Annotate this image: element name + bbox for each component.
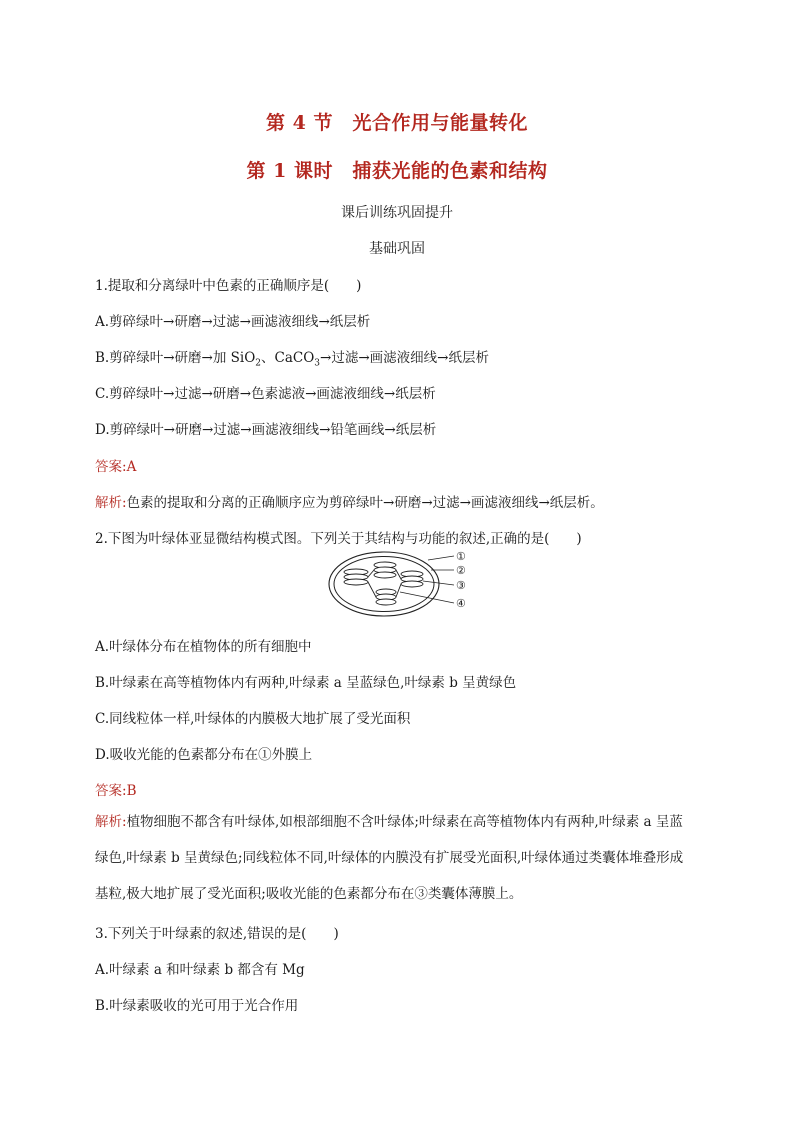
q2-analysis-label: 解析: <box>95 814 127 830</box>
q2-analysis <box>95 804 695 912</box>
q1-option-d: D.剪碎绿叶→研磨→过滤→画滤液细线→铅笔画线→纸层析 <box>95 422 437 438</box>
lesson-title: 第 1 课时 捕获光能的色素和结构 <box>246 160 548 182</box>
q2-option-d: D.吸收光能的色素都分布在①外膜上 <box>95 747 313 763</box>
granum-disc <box>401 581 423 587</box>
q1-stem: 1.提取和分离绿叶中色素的正确顺序是( ) <box>95 278 362 294</box>
q3-option-b: B.叶绿素吸收的光可用于光合作用 <box>95 998 299 1014</box>
q3-stem: 3.下列关于叶绿素的叙述,错误的是( ) <box>95 926 339 942</box>
label-3: ③ <box>456 579 466 592</box>
q1-option-a: A.剪碎绿叶→研磨→过滤→画滤液细线→纸层析 <box>95 314 371 330</box>
q1-analysis-text: 色素的提取和分离的正确顺序应为剪碎绿叶→研磨→过滤→画滤液细线→纸层析。 <box>126 495 604 511</box>
q2-analysis-text: 植物细胞不都含有叶绿体,如根部细胞不含叶绿体;叶绿素在高等植物体内有两种,叶绿素 a 呈蓝绿色,叶绿素 b 呈黄绿色;同线粒体不同,叶绿体的内膜没有扩展受光面积,叶绿体通过类囊体堆叠形成基粒,极大地扩展了受光面积;吸收光能的色素都分布在③类囊体薄膜上。 <box>95 814 684 902</box>
q2-answer <box>95 779 136 799</box>
section-title: 第 4 节 光合作用与能量转化 <box>266 112 528 134</box>
q1-answer <box>95 455 136 475</box>
q1-analysis <box>95 491 604 511</box>
q1-option-b <box>95 346 489 369</box>
q2-option-b: B.叶绿素在高等植物体内有两种,叶绿素 a 呈蓝绿色,叶绿素 b 呈黄绿色 <box>95 675 517 691</box>
q1-option-b-sub2: 3 <box>314 358 321 369</box>
q1-option-b-part1: B.剪碎绿叶→研磨→加 SiO <box>95 350 256 366</box>
grana <box>344 562 423 605</box>
label-4: ④ <box>456 597 466 610</box>
q1-analysis-label: 解析: <box>95 495 127 511</box>
q2-answer-value: B <box>126 783 137 799</box>
q1-option-b-part3: →过滤→画滤液细线→纸层析 <box>320 350 489 366</box>
q1-answer-value: A <box>126 459 137 475</box>
label-1: ① <box>456 550 466 563</box>
subtitle: 课后训练巩固提升 <box>341 205 453 221</box>
chloroplast-diagram <box>328 548 478 620</box>
q1-option-b-part2: 、CaCO <box>261 350 315 366</box>
q3-option-a: A.叶绿素 a 和叶绿素 b 都含有 Mg <box>95 962 305 978</box>
q1-option-b-sub1: 2 <box>255 358 261 369</box>
label-2: ② <box>456 564 466 577</box>
granum-disc <box>374 572 396 578</box>
q2-option-c: C.同线粒体一样,叶绿体的内膜极大地扩展了受光面积 <box>95 711 411 727</box>
q2-answer-label: 答案: <box>95 783 127 799</box>
q1-answer-label: 答案: <box>95 459 127 475</box>
q2-stem: 2.下图为叶绿体亚显微结构模式图。下列关于其结构与功能的叙述,正确的是( ) <box>95 531 582 547</box>
q2-option-a: A.叶绿体分布在植物体的所有细胞中 <box>95 639 312 655</box>
level-heading: 基础巩固 <box>369 241 425 257</box>
granum-disc <box>344 579 368 585</box>
granum-disc <box>376 599 396 605</box>
q1-option-c: C.剪碎绿叶→过滤→研磨→色素滤液→画滤液细线→纸层析 <box>95 386 436 402</box>
